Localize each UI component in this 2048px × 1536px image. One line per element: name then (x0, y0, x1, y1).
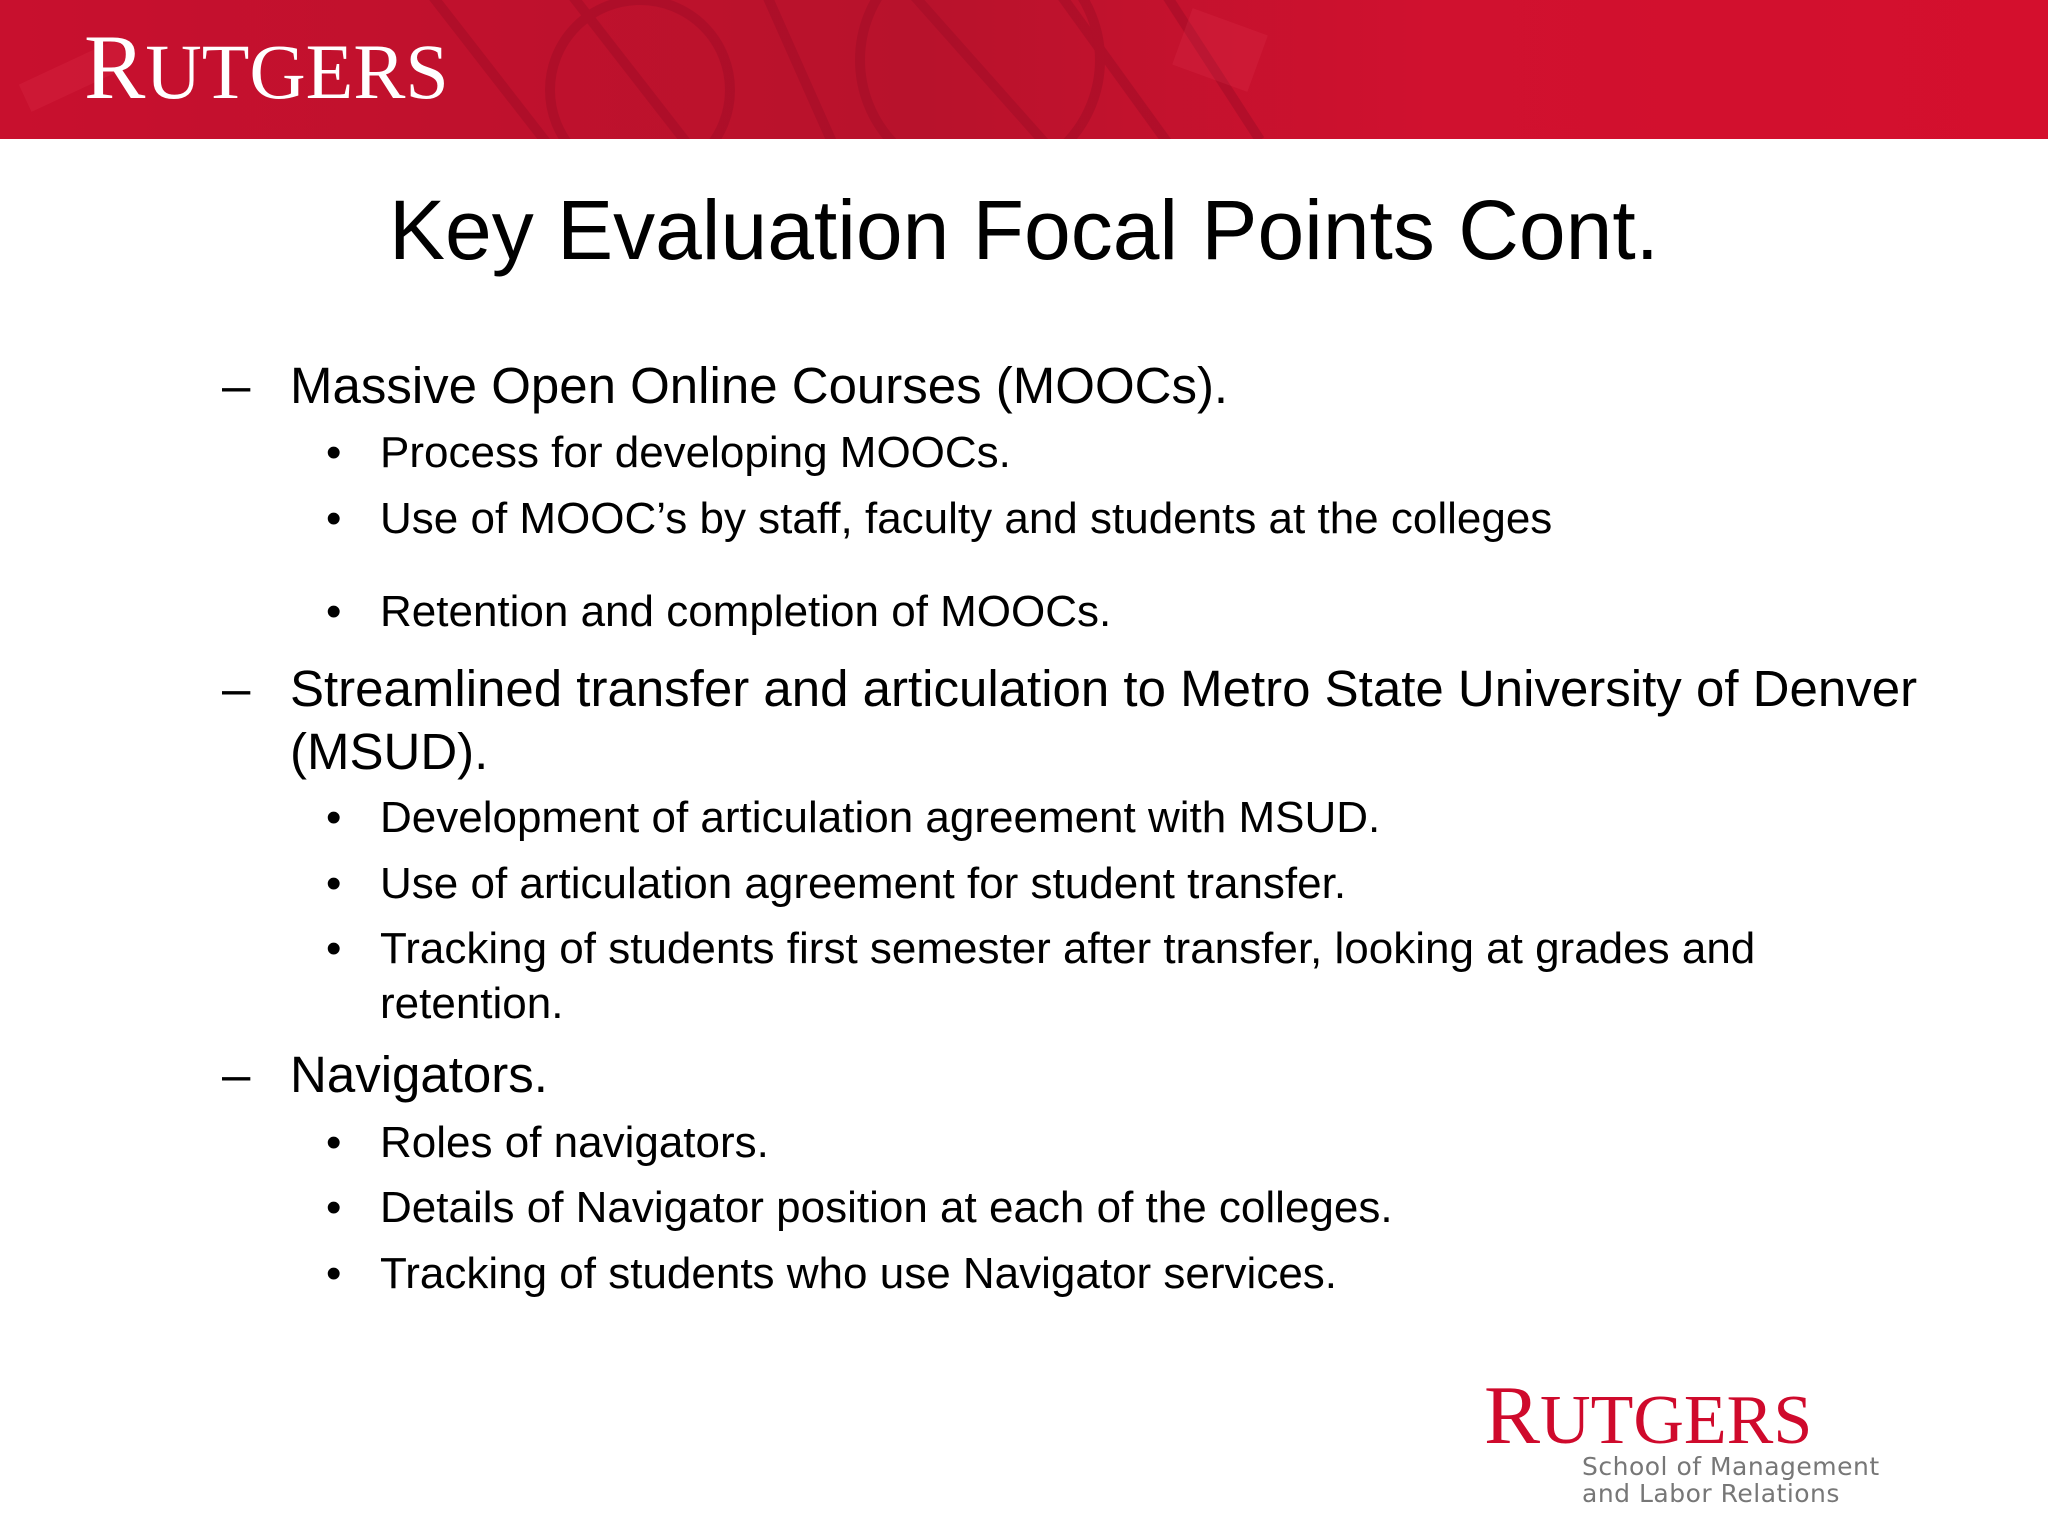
bullet-item (326, 790, 1886, 845)
bullet-text: Use of MOOC’s by staff, faculty and students at the colleges (380, 494, 1553, 543)
bullet-text: Process for developing MOOCs. (380, 428, 1011, 477)
bullet-item (326, 425, 1886, 480)
dash-marker: – (222, 1046, 251, 1103)
section-text: Navigators. (290, 1046, 548, 1103)
bullet-text: Roles of navigators. (380, 1118, 769, 1167)
bullet-text: Tracking of students who use Navigator services. (380, 1249, 1338, 1298)
bullet-item (326, 584, 1886, 639)
footer-school-name (1582, 1453, 1880, 1507)
section-heading (222, 657, 1942, 783)
bullet-item (326, 856, 1886, 911)
dash-marker: – (222, 660, 251, 717)
footer-subtitle-line2: and Labor Relations (1582, 1479, 1840, 1508)
bullet-text: Tracking of students first semester after transfer, looking at grades and retention. (380, 924, 1756, 1028)
rutgers-logo-rest: UTGERS (145, 28, 449, 115)
bullet-marker: • (326, 1249, 342, 1298)
bullet-marker: • (326, 494, 342, 543)
footer-subtitle-line1: School of Management (1582, 1452, 1880, 1481)
bullet-text: Details of Navigator position at each of the colleges. (380, 1183, 1393, 1232)
footer-logo-rest: UTGERS (1540, 1382, 1813, 1459)
section-text: Massive Open Online Courses (MOOCs). (290, 357, 1229, 414)
dash-marker: – (222, 357, 251, 414)
footer-logo-initial: R (1484, 1369, 1541, 1462)
bullet-text: Use of articulation agreement for student transfer. (380, 859, 1347, 908)
bullet-item (326, 1246, 1886, 1301)
bullet-item (326, 491, 1886, 546)
rutgers-smlr-logo (1470, 1369, 2030, 1525)
bullet-text: Development of articulation agreement with MSUD. (380, 793, 1381, 842)
bullet-marker: • (326, 859, 342, 908)
bullet-marker: • (326, 428, 342, 477)
bullet-marker: • (326, 587, 342, 636)
bullet-marker: • (326, 1183, 342, 1232)
slide-title: Key Evaluation Focal Points Cont. (388, 183, 1659, 277)
bullet-text: Retention and completion of MOOCs. (380, 587, 1112, 636)
footer-rutgers-wordmark (1484, 1369, 1813, 1462)
section-text: Streamlined transfer and articulation to Metro State University of Denver (MSUD). (290, 660, 1918, 780)
bullet-item (326, 1180, 1886, 1235)
rutgers-logo-initial: R (84, 16, 146, 118)
bullet-marker: • (326, 1118, 342, 1167)
section-heading (222, 1043, 1942, 1106)
bullet-marker: • (326, 924, 342, 973)
bullet-marker: • (326, 793, 342, 842)
bullet-item (326, 921, 1886, 1031)
bullet-item (326, 1115, 1886, 1170)
section-heading (222, 354, 1942, 417)
